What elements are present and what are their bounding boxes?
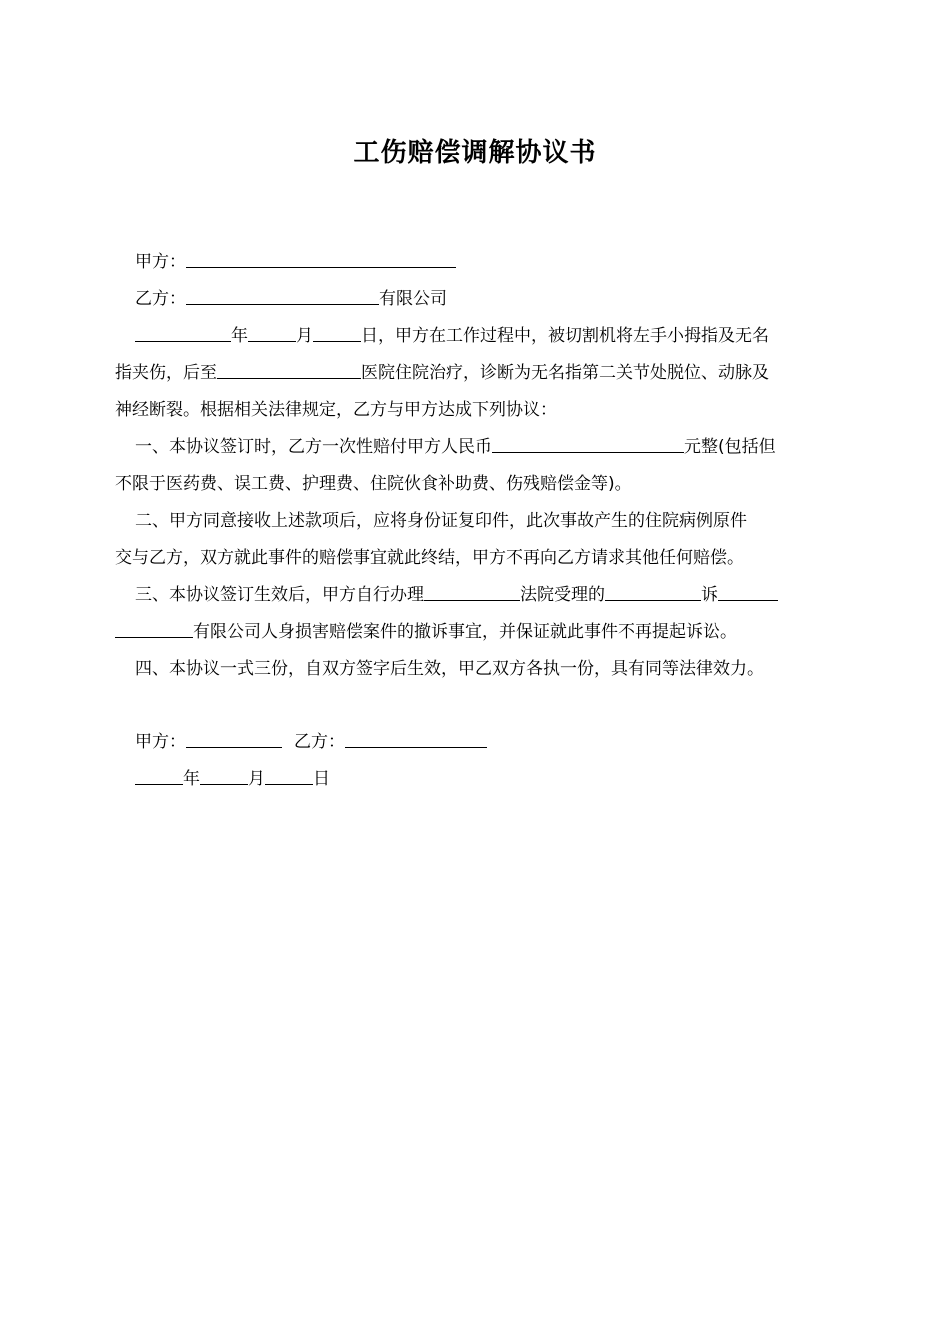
month-label: 月: [296, 326, 313, 346]
injury-day-blank[interactable]: [313, 319, 361, 342]
para1-line3: 神经断裂。根据相关法律规定，乙方与甲方达成下列协议：: [115, 400, 557, 420]
clause2-line2: 交与乙方，双方就此事件的赔偿事宜就此终结，甲方不再向乙方请求其他任何赔偿。: [115, 548, 744, 568]
para1-line2: [115, 355, 842, 392]
sign-day-label: 日: [313, 769, 330, 789]
clause3-mid2: 诉: [701, 585, 718, 605]
agreement-body: [115, 244, 842, 798]
document-title: 工伤赔偿调解协议书: [353, 138, 597, 168]
signature-party-b-label: 乙方：: [294, 732, 345, 752]
sign-year-label: 年: [183, 769, 200, 789]
para1-line1: [115, 318, 842, 355]
party-a-signature-blank[interactable]: [186, 725, 282, 748]
compensation-amount-blank[interactable]: [492, 430, 684, 453]
signature-party-a-label: 甲方：: [135, 732, 186, 752]
clause1-line1: [115, 429, 842, 466]
party-b-label: 乙方：: [135, 289, 186, 309]
clause2-line1: 二、甲方同意接收上述款项后，应将身份证复印件，此次事故产生的住院病例原件: [135, 511, 747, 531]
signature-date-line: [115, 761, 842, 798]
para1-line1-text: ，甲方在工作过程中，被切割机将左手小拇指及无名: [378, 326, 769, 346]
party-a-name-blank[interactable]: [186, 245, 456, 268]
sign-day-blank[interactable]: [265, 762, 313, 785]
party-b-name-blank[interactable]: [186, 282, 379, 305]
defendant-blank-part2[interactable]: [115, 615, 193, 638]
sign-month-label: 月: [248, 769, 265, 789]
clause1-head: 一、本协议签订时，乙方一次性赔付甲方人民币: [135, 437, 492, 457]
court-name-blank[interactable]: [424, 578, 520, 601]
sign-year-blank[interactable]: [135, 762, 183, 785]
clause1-tail: 元整(包括但: [684, 437, 776, 457]
sign-month-blank[interactable]: [200, 762, 248, 785]
clause4-line: 四、本协议一式三份，自双方签字后生效，甲乙双方各执一份，具有同等法律效力。: [135, 659, 764, 679]
party-b-signature-blank[interactable]: [345, 725, 487, 748]
day-label: 日: [361, 326, 378, 346]
injury-year-blank[interactable]: [135, 319, 231, 342]
hospital-name-blank[interactable]: [217, 356, 361, 379]
clause1-line2: 不限于医药费、误工费、护理费、住院伙食补助费、伤残赔偿金等)。: [115, 474, 632, 494]
clause3-line1: [115, 577, 842, 614]
defendant-blank-part1[interactable]: [718, 578, 778, 601]
para1-line2-head: 指夹伤，后至: [115, 363, 217, 383]
injury-month-blank[interactable]: [248, 319, 296, 342]
plaintiff-blank[interactable]: [605, 578, 701, 601]
clause3-line2: [115, 614, 842, 651]
clause3-mid1: 法院受理的: [520, 585, 605, 605]
party-b-line: [115, 281, 842, 318]
signature-line: [115, 724, 842, 761]
para1-line2-text: 医院住院治疗，诊断为无名指第二关节处脱位、动脉及: [361, 363, 769, 383]
party-a-line: [115, 244, 842, 281]
clause3-line2-text: 有限公司人身损害赔偿案件的撤诉事宜，并保证就此事件不再提起诉讼。: [193, 622, 737, 642]
party-a-label: 甲方：: [135, 252, 186, 272]
clause3-head: 三、本协议签订生效后，甲方自行办理: [135, 585, 424, 605]
party-b-suffix: 有限公司: [379, 289, 447, 309]
year-label: 年: [231, 326, 248, 346]
